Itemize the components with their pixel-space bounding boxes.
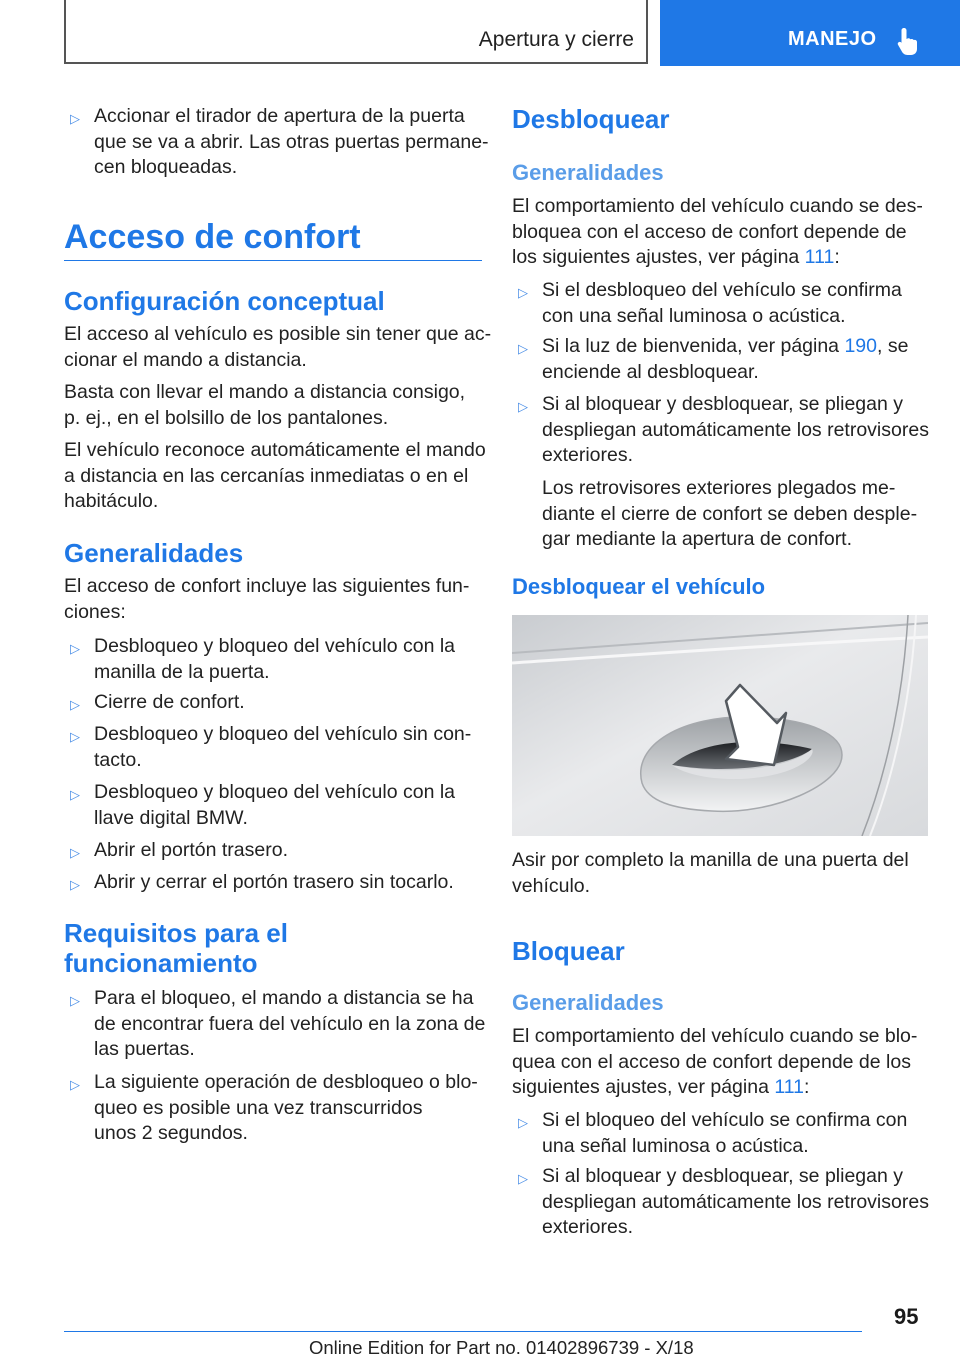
paragraph: El comportamiento del vehículo cuando se des- bloquea con el acceso de confort depende de los siguientes ajustes, ver página 111: <box>512 195 923 268</box>
page-number: 95 <box>894 1304 919 1329</box>
paragraph: El vehículo reconoce automáticamente el mando a distancia en las cercanías inmediatas o en el habitáculo. <box>64 439 486 512</box>
page-link[interactable]: 111 <box>804 246 835 268</box>
door-handle-photo <box>512 615 928 836</box>
header-chapter-tab[interactable] <box>660 0 960 66</box>
bullet-triangle-icon: ▷ <box>518 399 528 414</box>
section-heading-lock: Bloquear <box>512 936 625 966</box>
hand-pointer-icon <box>896 26 920 56</box>
bullet-triangle-icon: ▷ <box>518 1115 528 1130</box>
bullet-triangle-icon: ▷ <box>70 1077 80 1092</box>
header-section-box <box>64 0 648 64</box>
subheading-general: Generalidades <box>512 160 664 185</box>
bullet-triangle-icon: ▷ <box>518 285 528 300</box>
paragraph: El acceso de confort incluye las siguientes fun- ciones: <box>64 575 470 623</box>
page-title: Acceso de confort <box>64 218 361 256</box>
bullet-triangle-icon: ▷ <box>518 1171 528 1186</box>
chapter-title: MANEJO <box>788 28 877 50</box>
heading-underline <box>64 260 482 261</box>
page-link[interactable]: 111 <box>774 1076 804 1098</box>
bullet-triangle-icon: ▷ <box>70 111 80 126</box>
section-heading-concept: Configuración conceptual <box>64 286 385 316</box>
section-heading-general: Generalidades <box>64 538 244 568</box>
footer-rule <box>64 1331 862 1332</box>
bullet-triangle-icon: ▷ <box>70 845 80 860</box>
paragraph: El acceso al vehículo es posible sin tener que ac- cionar el mando a distancia. <box>64 323 492 371</box>
page-link[interactable]: 190 <box>844 335 877 357</box>
photo-caption: Asir por completo la manilla de una puerta del vehículo. <box>512 849 909 897</box>
sub-paragraph: Los retrovisores exteriores plegados me- diante el cierre de confort se deben desple- gar mediante la apertura de confort. <box>542 477 918 550</box>
section-title: Apertura y cierre <box>478 28 634 51</box>
bullet-triangle-icon: ▷ <box>70 877 80 892</box>
bullet-triangle-icon: ▷ <box>518 341 528 356</box>
bullet-triangle-icon: ▷ <box>70 641 80 656</box>
subheading-unlock-vehicle: Desbloquear el vehículo <box>512 574 766 599</box>
paragraph: Basta con llevar el mando a distancia consigo, p. ej., en el bolsillo de los pantalones. <box>64 381 466 429</box>
paragraph: El comportamiento del vehículo cuando se blo- quea con el acceso de confort depende de los siguientes ajustes, ver página 111: <box>512 1025 918 1098</box>
section-heading-requirements: Requisitos para el funcionamiento <box>64 918 288 978</box>
bullet-triangle-icon: ▷ <box>70 729 80 744</box>
section-heading-unlock: Desbloquear <box>512 104 670 134</box>
bullet-triangle-icon: ▷ <box>70 993 80 1008</box>
edition-footer: Online Edition for Part no. 01402896739 - X/18 <box>309 1337 694 1358</box>
subheading-general: Generalidades <box>512 990 664 1015</box>
bullet-triangle-icon: ▷ <box>70 787 80 802</box>
bullet-triangle-icon: ▷ <box>70 697 80 712</box>
